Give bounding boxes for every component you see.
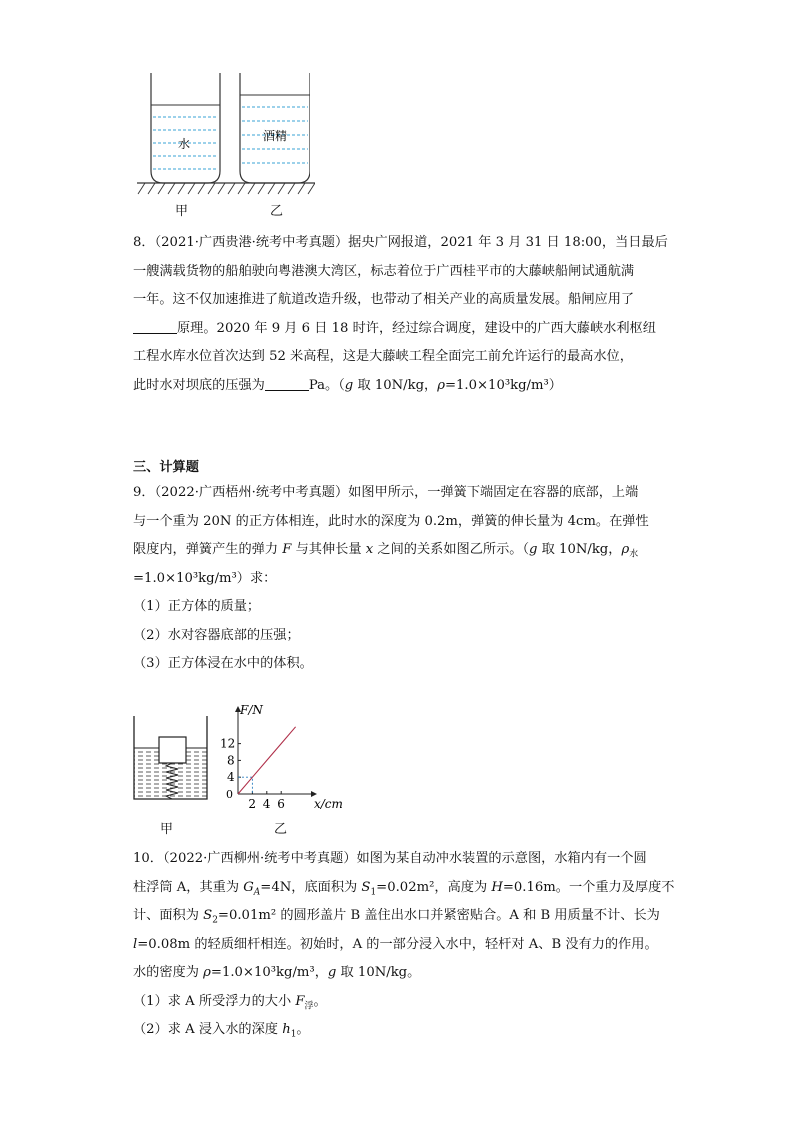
q9-line-2: 与一个重为 20N 的正方体相连，此时水的深度为 0.2m，弹簧的伸长量为 4cm。在弹性 xyxy=(133,513,649,529)
left-beaker xyxy=(151,73,220,183)
q9-sub-2: （2）水对容器底部的压强； xyxy=(133,627,300,643)
spring-container-figure xyxy=(130,714,212,804)
q10-line-3: 计、面积为 $S_2=0.01m^2$ 的圆形盖片 B 盖住出水口并紧密贴合。A 和 B 用质量不计、长为 xyxy=(133,908,660,926)
y-tick-label: 4 xyxy=(227,770,235,785)
question-8 xyxy=(133,229,673,400)
fig2-caption-left: 甲 xyxy=(160,822,174,837)
q9-line-3: 限度内，弹簧产生的弹力 F 与其伸长量 x 之间的关系如图乙所示。（g 取 10N/kg，$\rho_水$ xyxy=(133,542,639,560)
q9-line-4: =1.0×10³kg/m³）求： xyxy=(133,570,277,586)
q10-line-4: l=0.08m 的轻质细杆相连。初始时，A 的一部分浸入水中，轻杆对 A、B 没有力的作用。 xyxy=(133,936,658,952)
question-9 xyxy=(133,479,673,679)
section-heading-calculation: 三、计算题 xyxy=(133,460,199,475)
fig2-caption-right: 乙 xyxy=(274,822,288,837)
q10-sub-2: （2）求 A 浸入水的深度 $h_1$。 xyxy=(133,1022,310,1040)
q8-line-5: 工程水库水位首次达到 52 米高程，这是大藤峡工程全面完工前允许运行的最高水位， xyxy=(133,349,633,364)
q8-line-1: 8．（2021·广西贵港·统考中考真题）据央广网报道，2021 年 3 月 31 日 18:00，当日最后 xyxy=(133,235,668,250)
q8-line-6: 此时水对坝底的压强为 Pa。（g 取 10N/kg，ρ=1.0×10³kg/m³） xyxy=(133,377,562,393)
q9-sub-1: （1）正方体的质量； xyxy=(133,599,261,614)
x-tick-label: 4 xyxy=(262,797,271,811)
q10-line-2: 柱浮筒 A，其重为 $G_A=4N$，底面积为 $S_1=0.02m^2$，高度为 H=0.16m。一个重力及厚度不 xyxy=(133,879,675,898)
q8-line-2: 一艘满载货物的船舶驶向粤港澳大湾区，标志着位于广西桂平市的大藤峡船闸试通航满 xyxy=(133,263,635,279)
q9-sub-3: （3）正方体浸在水中的体积。 xyxy=(133,656,313,671)
answer-blank-2[interactable] xyxy=(265,376,309,391)
origin-label: 0 xyxy=(226,788,233,801)
y-axis-label: F/N xyxy=(240,703,263,717)
fig1-caption-left: 甲 xyxy=(175,204,189,219)
left-beaker-label: 水 xyxy=(178,137,191,151)
fig1-caption-right: 乙 xyxy=(270,204,284,219)
question-10 xyxy=(133,845,673,1045)
ground xyxy=(137,180,315,198)
q9-line-1: 9．（2022·广西梧州·统考中考真题）如图甲所示，一弹簧下端固定在容器的底部，上端 xyxy=(133,485,639,500)
series-line-f-x xyxy=(238,727,296,794)
y-tick-label: 12 xyxy=(220,736,236,751)
force-extension-chart xyxy=(218,697,358,817)
right-beaker xyxy=(240,73,310,183)
x-tick-label: 2 xyxy=(248,797,257,811)
q10-sub-1: （1）求 A 所受浮力的大小 $F_浮$。 xyxy=(133,993,327,1012)
q8-line-4: 原理。2020 年 9 月 6 日 18 时许，经过综合调度，建设中的广西大藤峡水利枢纽 xyxy=(133,315,673,344)
cube xyxy=(159,737,186,763)
x-tick-label: 6 xyxy=(277,797,285,811)
y-tick-label: 8 xyxy=(227,753,235,768)
q10-line-1: 10．（2022·广西柳州·统考中考真题）如图为某自动冲水装置的示意图，水箱内有一个圆 xyxy=(133,851,647,866)
right-beaker-label: 酒精 xyxy=(263,129,288,143)
answer-blank-1[interactable] xyxy=(133,319,177,334)
q8-line-3: 一年。这不仅加速推进了航道改造升级，也带动了相关产业的高质量发展。船闸应用了 xyxy=(133,292,635,307)
x-axis-label: x/cm xyxy=(314,797,343,811)
q10-line-5: 水的密度为 ρ=1.0×10³kg/m³，g 取 10N/kg。 xyxy=(133,965,421,980)
